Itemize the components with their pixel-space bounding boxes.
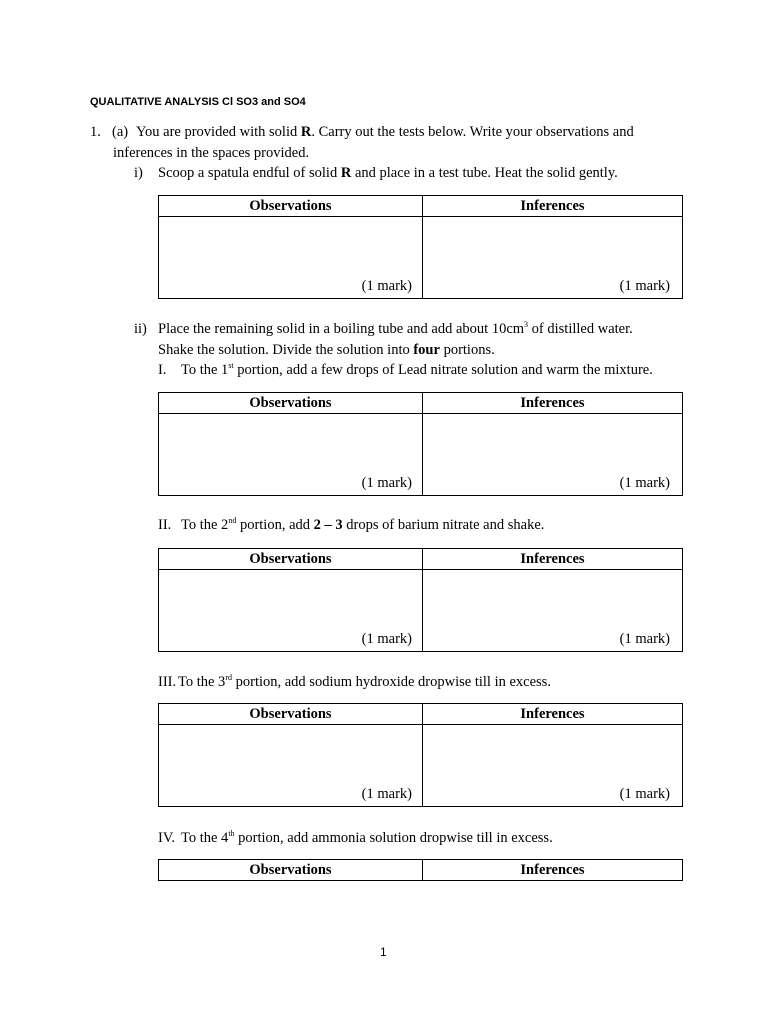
portion-iv-label: IV. bbox=[158, 830, 176, 846]
mark-label: (1 mark) bbox=[619, 631, 670, 647]
inferences-header: Inferences bbox=[423, 549, 683, 570]
portion-ii-text: To the 2nd portion, add 2 – 3 drops of barium nitrate and shake. bbox=[181, 516, 545, 533]
observations-cell[interactable] bbox=[159, 570, 423, 652]
portion-ii-label: II. bbox=[158, 517, 172, 533]
portion-i-label: I. bbox=[158, 362, 167, 378]
portion-iii-text: To the 3rd portion, add sodium hydroxide dropwise till in excess. bbox=[178, 673, 551, 690]
step-ii-line2: Shake the solution. Divide the solution into four portions. bbox=[158, 342, 495, 358]
results-table-portion-ii bbox=[158, 548, 683, 652]
inferences-header: Inferences bbox=[423, 704, 683, 725]
inferences-cell[interactable] bbox=[423, 217, 683, 299]
question-intro-line2: inferences in the spaces provided. bbox=[113, 145, 310, 161]
step-ii-line1: Place the remaining solid in a boiling tube and add about $10cm^3$ of distilled water. bbox=[158, 320, 633, 337]
results-table-portion-iii bbox=[158, 703, 683, 807]
question-part: (a) bbox=[112, 124, 129, 140]
question-number: 1. bbox=[90, 124, 101, 140]
inferences-header: Inferences bbox=[423, 393, 683, 414]
step-i-text: Scoop a spatula endful of solid R and place in a test tube. Heat the solid gently. bbox=[158, 165, 618, 181]
step-ii-label: ii) bbox=[134, 321, 147, 337]
page-title: QUALITATIVE ANALYSIS Cl SO3 and SO4 bbox=[90, 96, 306, 108]
mark-label: (1 mark) bbox=[361, 786, 412, 802]
results-table-portion-iv bbox=[158, 859, 683, 881]
portion-i-text: To the 1st portion, add a few drops of Lead nitrate solution and warm the mixture. bbox=[181, 361, 653, 378]
observations-cell[interactable] bbox=[159, 725, 423, 807]
mark-label: (1 mark) bbox=[619, 786, 670, 802]
question-intro: You are provided with solid R. Carry out the tests below. Write your observations and bbox=[136, 124, 634, 140]
results-table-portion-i bbox=[158, 392, 683, 496]
mark-label: (1 mark) bbox=[361, 278, 412, 294]
observations-header: Observations bbox=[159, 860, 423, 881]
portion-iv-text: To the 4th portion, add ammonia solution dropwise till in excess. bbox=[181, 829, 553, 846]
inferences-cell[interactable] bbox=[423, 725, 683, 807]
mark-label: (1 mark) bbox=[361, 475, 412, 491]
inferences-header: Inferences bbox=[423, 196, 683, 217]
mark-label: (1 mark) bbox=[619, 475, 670, 491]
portion-iii-label: III. bbox=[158, 674, 177, 690]
observations-header: Observations bbox=[159, 196, 423, 217]
inferences-cell[interactable] bbox=[423, 414, 683, 496]
observations-header: Observations bbox=[159, 549, 423, 570]
mark-label: (1 mark) bbox=[361, 631, 412, 647]
inferences-cell[interactable] bbox=[423, 570, 683, 652]
inferences-header: Inferences bbox=[423, 860, 683, 881]
page-number: 1 bbox=[380, 945, 387, 959]
observations-cell[interactable] bbox=[159, 414, 423, 496]
step-i-label: i) bbox=[134, 165, 143, 181]
observations-header: Observations bbox=[159, 393, 423, 414]
observations-cell[interactable] bbox=[159, 217, 423, 299]
observations-header: Observations bbox=[159, 704, 423, 725]
results-table-i bbox=[158, 195, 683, 299]
mark-label: (1 mark) bbox=[619, 278, 670, 294]
